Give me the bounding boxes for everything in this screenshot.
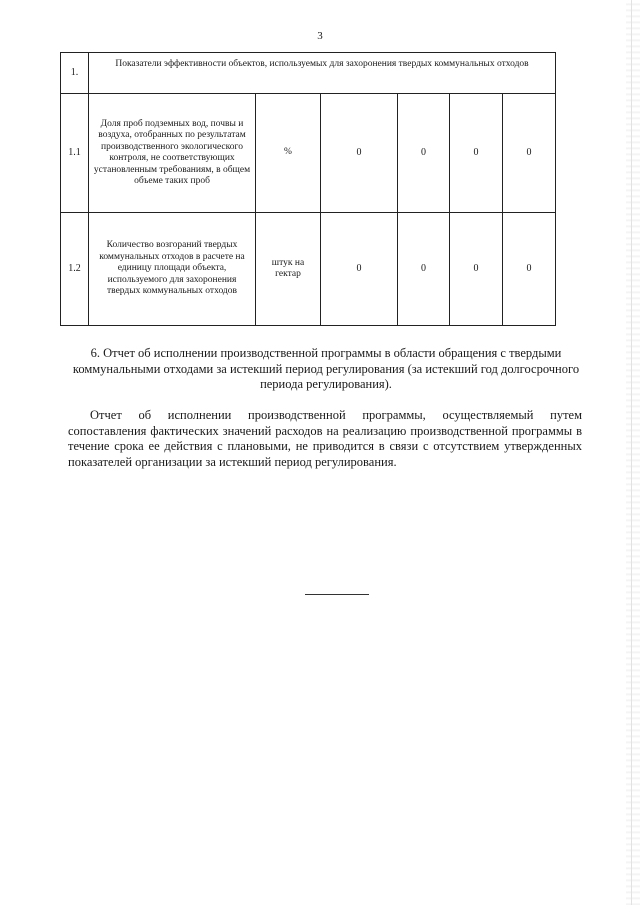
binding-edge — [626, 0, 640, 905]
page-number: 3 — [317, 30, 323, 42]
value-cell: 0 — [450, 94, 503, 213]
value-cell: 0 — [398, 213, 450, 326]
header-title-cell: Показатели эффективности объектов, используемых для захоронения твердых коммунальных отходов — [89, 53, 556, 94]
value-cell: 0 — [398, 94, 450, 213]
header-number-cell: 1. — [61, 53, 89, 94]
value-cell: 0 — [321, 213, 398, 326]
indicator-cell: Доля проб подземных вод, почвы и воздуха, отобранных по результатам производственного экологического контроля, не соответствующих установленным требованиям, в общем объеме таких проб — [89, 94, 256, 213]
unit-cell: % — [256, 94, 321, 213]
body-paragraph: Отчет об исполнении производственной программы, осуществляемый путем сопоставления фактических значений расходов на реализацию производственной программы в течение срока ее действия с плановыми, не приводится в связи с отсутствием утвержденных показателей организации за истекший период регулирования. — [68, 408, 582, 469]
value-cell: 0 — [321, 94, 398, 213]
row-number-cell: 1.2 — [61, 213, 89, 326]
indicator-cell: Количество возгораний твердых коммунальных отходов в расчете на единицу площади объекта, используемого для захоронения твердых коммунальных отходов — [89, 213, 256, 326]
section-heading: 6. Отчет об исполнении производственной программы в области обращения с твердыми коммунальными отходами за истекший период регулирования (за истекший год долгосрочного периода регулирования). — [72, 346, 580, 391]
table-row — [61, 213, 556, 326]
unit-cell: штук на гектар — [256, 213, 321, 326]
table-header-row — [61, 53, 556, 94]
table-row — [61, 94, 556, 213]
row-number-cell: 1.1 — [61, 94, 89, 213]
indicators-table — [60, 52, 556, 326]
end-rule — [305, 594, 369, 595]
value-cell: 0 — [450, 213, 503, 326]
value-cell: 0 — [503, 213, 556, 326]
value-cell: 0 — [503, 94, 556, 213]
